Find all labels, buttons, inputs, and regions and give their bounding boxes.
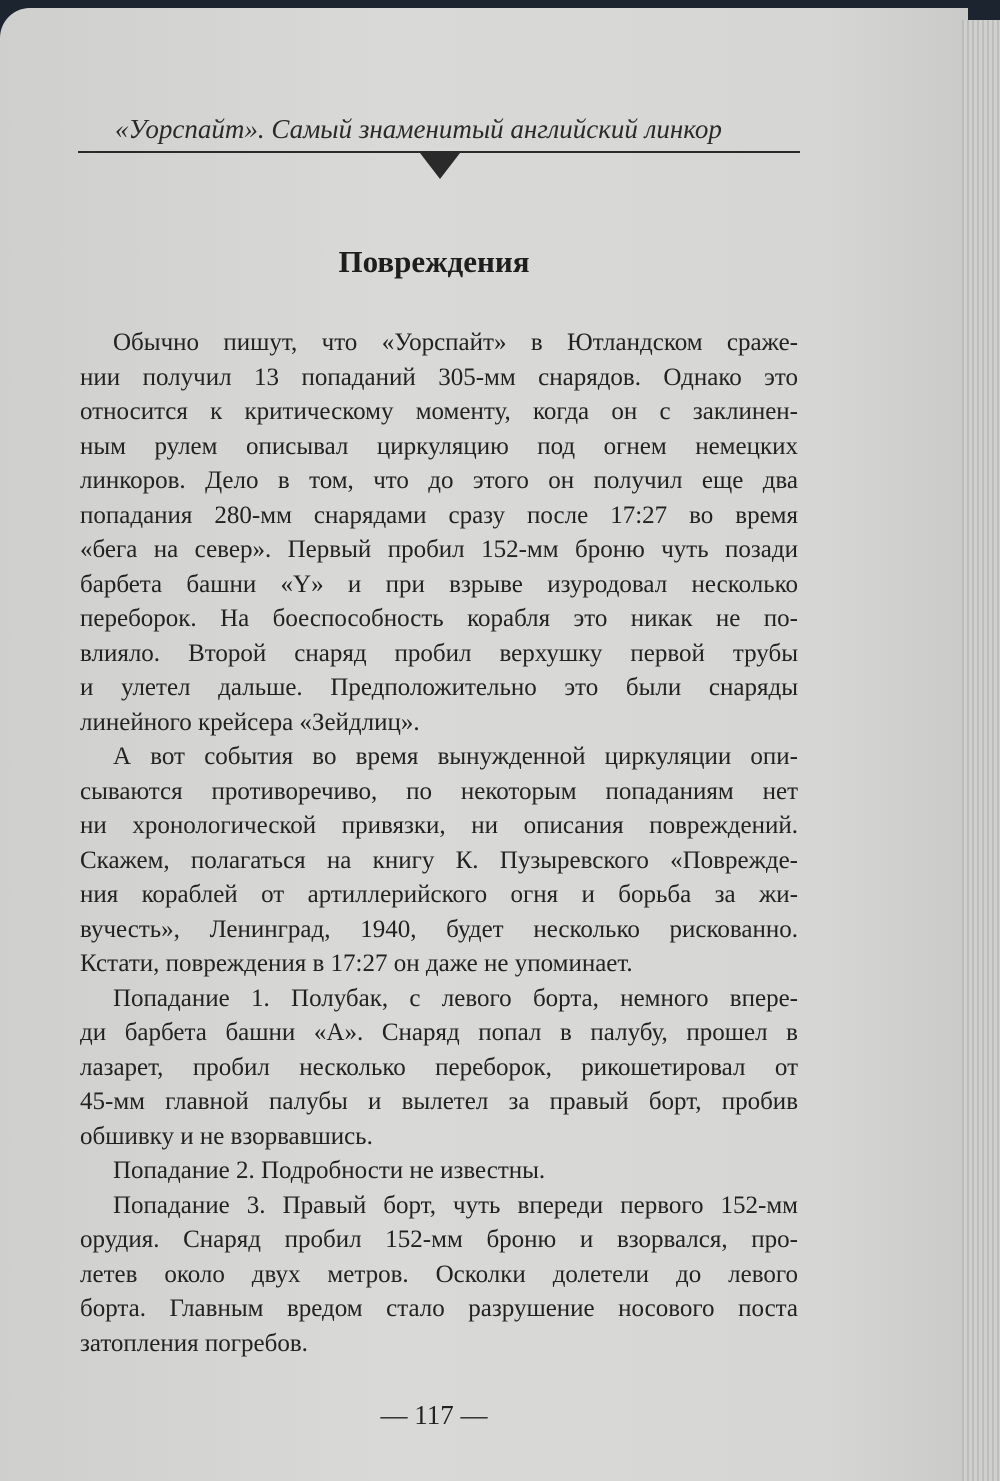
- text-line: ния кораблей от артиллерийского огня и борьба за жи-: [80, 881, 798, 908]
- text-line: лазарет, пробил несколько переборок, рикошетировал от: [80, 1053, 798, 1081]
- text-line: переборок. На боеспособность корабля это никак не по-: [80, 605, 798, 632]
- text-line: летев около двух метров. Осколки долетели до левого: [80, 1260, 798, 1288]
- book-page: [0, 8, 968, 1481]
- text-line: затопления погребов.: [80, 1329, 308, 1357]
- paragraph: [80, 1189, 798, 1362]
- text-line: орудия. Снаряд пробил 152-мм броню и взорвался, про-: [80, 1226, 798, 1253]
- text-line: барбета башни «Y» и при взрыве изуродовал несколько: [80, 570, 798, 598]
- text-line: ным рулем описывал циркуляцию под огнем немецких: [80, 432, 798, 460]
- body-text: [80, 326, 798, 1361]
- text-line: влияло. Второй снаряд пробил верхушку первой трубы: [80, 639, 798, 667]
- text-line: Кстати, повреждения в 17:27 он даже не упоминает.: [80, 950, 633, 977]
- paragraph: [80, 982, 798, 1155]
- text-line: вучесть», Ленинград, 1940, будет несколько рискованно.: [80, 915, 798, 943]
- text-line: А вот события во время вынужденной циркуляции опи-: [113, 743, 798, 770]
- text-line: попадания 280-мм снарядами сразу после 17:27 во время: [80, 501, 798, 529]
- paragraph: [80, 740, 798, 982]
- text-line: «бега на север». Первый пробил 152-мм броню чуть позади: [80, 536, 798, 563]
- text-line: сываются противоречиво, по некоторым попаданиям нет: [80, 777, 798, 805]
- text-line: борта. Главным вредом стало разрушение носового поста: [80, 1295, 798, 1322]
- text-line: 45-мм главной палубы и вылетел за правый борт, пробив: [80, 1088, 798, 1115]
- text-line: ди барбета башни «А». Снаряд попал в палубу, прошел в: [80, 1019, 798, 1046]
- text-line: линейного крейсера «Зейдлиц».: [80, 708, 420, 736]
- text-line: ни хронологической привязки, ни описания повреждений.: [80, 812, 798, 839]
- header-triangle-ornament: [420, 153, 460, 179]
- text-line: Скажем, полагаться на книгу К. Пузыревского «Поврежде-: [80, 846, 798, 874]
- section-title: Повреждения: [338, 244, 530, 279]
- text-line: относится к критическому моменту, когда он с заклинен-: [80, 398, 798, 425]
- running-header: «Уорспайт». Самый знаменитый английский линкор: [115, 114, 722, 144]
- page-number: — 117 —: [380, 1400, 488, 1430]
- text-line: Обычно пишут, что «Уорспайт» в Ютландском сраже-: [113, 329, 798, 356]
- text-line: и улетел дальше. Предположительно это были снаряды: [80, 674, 798, 701]
- text-line: обшивку и не взорвавшись.: [80, 1122, 373, 1150]
- paragraph: [80, 1154, 798, 1189]
- text-line: нии получил 13 попаданий 305-мм снарядов. Однако это: [80, 363, 798, 391]
- paragraph: [80, 326, 798, 740]
- text-line: линкоров. Дело в том, что до этого он получил еще два: [80, 467, 798, 494]
- text-line: Попадание 3. Правый борт, чуть впереди первого 152-мм: [113, 1191, 798, 1219]
- page-stack-edge: [962, 20, 1000, 1481]
- text-line: Попадание 2. Подробности не известны.: [113, 1157, 546, 1184]
- text-line: Попадание 1. Полубак, с левого борта, немного впере-: [113, 984, 798, 1012]
